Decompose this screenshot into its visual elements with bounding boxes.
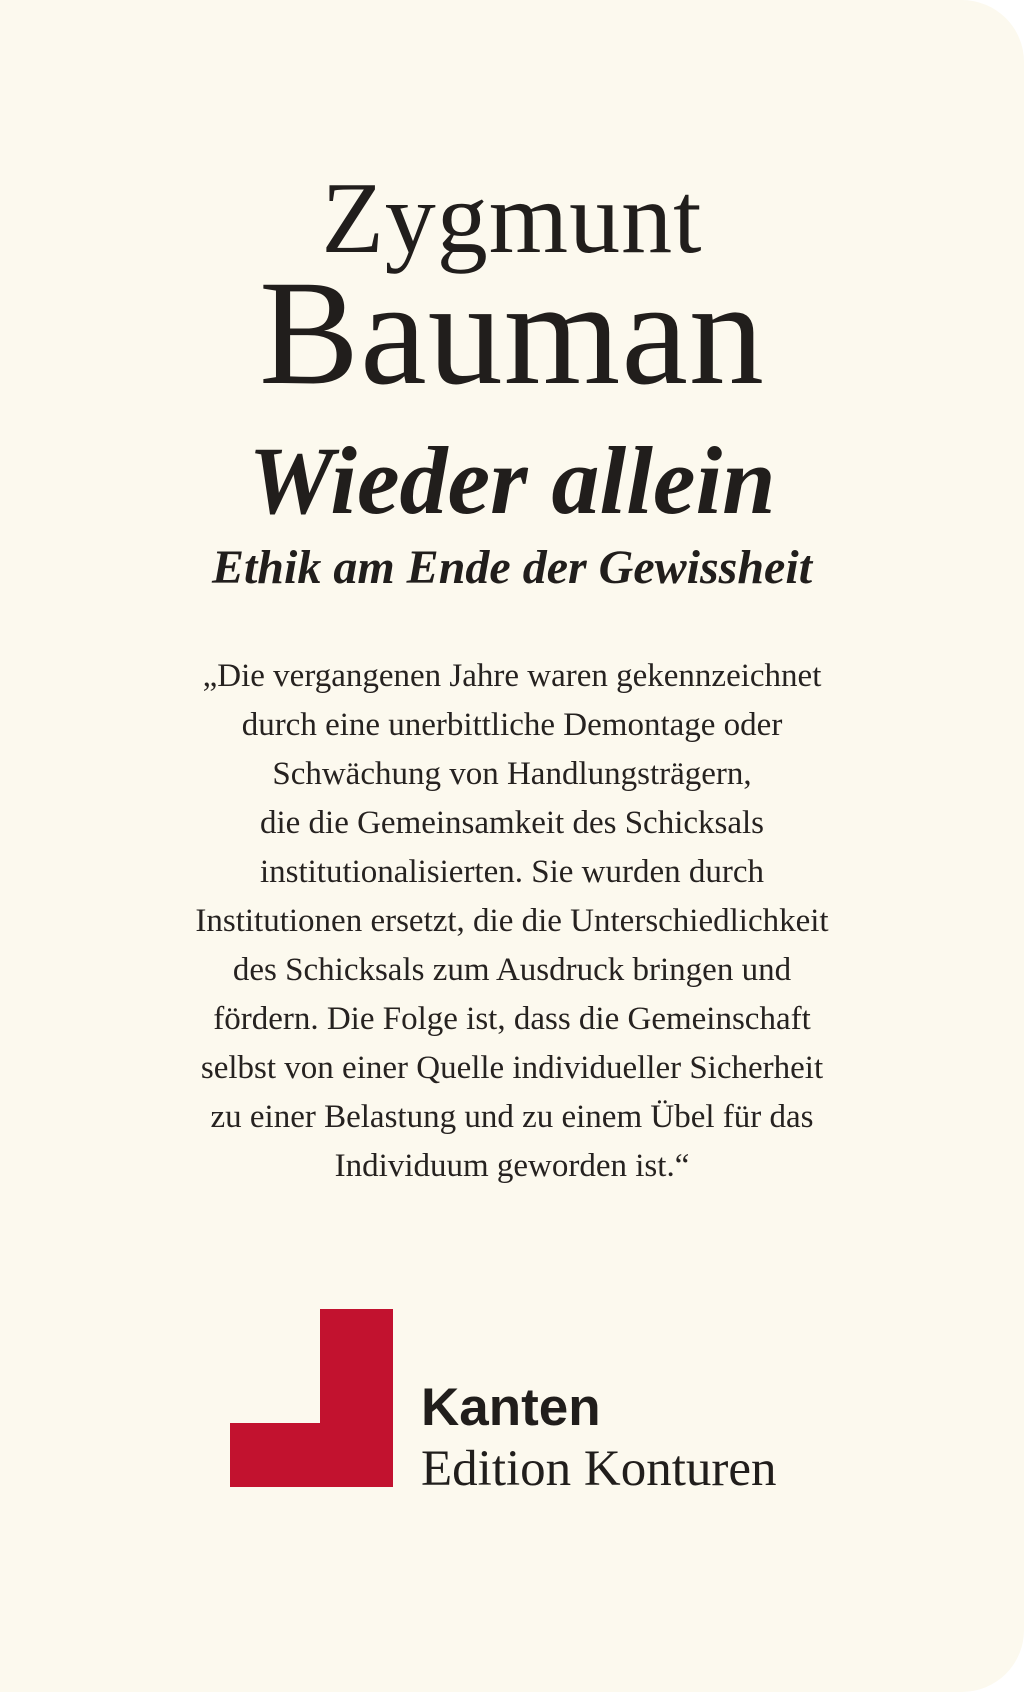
author-last-name: Bauman xyxy=(259,250,765,416)
quote-line: selbst von einer Quelle individueller Sicherheit xyxy=(200,1050,824,1086)
quote-line: zu einer Belastung und zu einem Übel für das xyxy=(210,1099,814,1135)
quote-line: fördern. Die Folge ist, dass die Gemeinschaft xyxy=(213,1001,811,1037)
book-subtitle: Ethik am Ende der Gewissheit xyxy=(211,541,813,594)
publisher-name: Kanten xyxy=(421,1378,601,1437)
logo-horizontal-bar xyxy=(230,1423,393,1487)
quote-line: Individuum geworden ist.“ xyxy=(334,1148,690,1184)
quote-line: institutionalisierten. Sie wurden durch xyxy=(259,854,765,890)
quote-line: „Die vergangenen Jahre waren gekennzeichnet xyxy=(202,658,822,694)
book-title: Wieder allein xyxy=(248,427,776,534)
publisher-logo-icon xyxy=(230,1309,393,1487)
quote-line: des Schicksals zum Ausdruck bringen und xyxy=(232,952,792,988)
publisher-edition: Edition Konturen xyxy=(421,1441,777,1497)
back-cover-quote xyxy=(62,652,962,1191)
quote-line: Institutionen ersetzt, die die Unterschiedlichkeit xyxy=(195,903,829,939)
quote-line: die die Gemeinsamkeit des Schicksals xyxy=(259,805,765,841)
quote-line: durch eine unerbittliche Demontage oder xyxy=(241,707,783,743)
quote-line: Schwächung von Handlungsträgern, xyxy=(272,756,752,792)
author-first-name: Zygmunt xyxy=(321,162,703,275)
